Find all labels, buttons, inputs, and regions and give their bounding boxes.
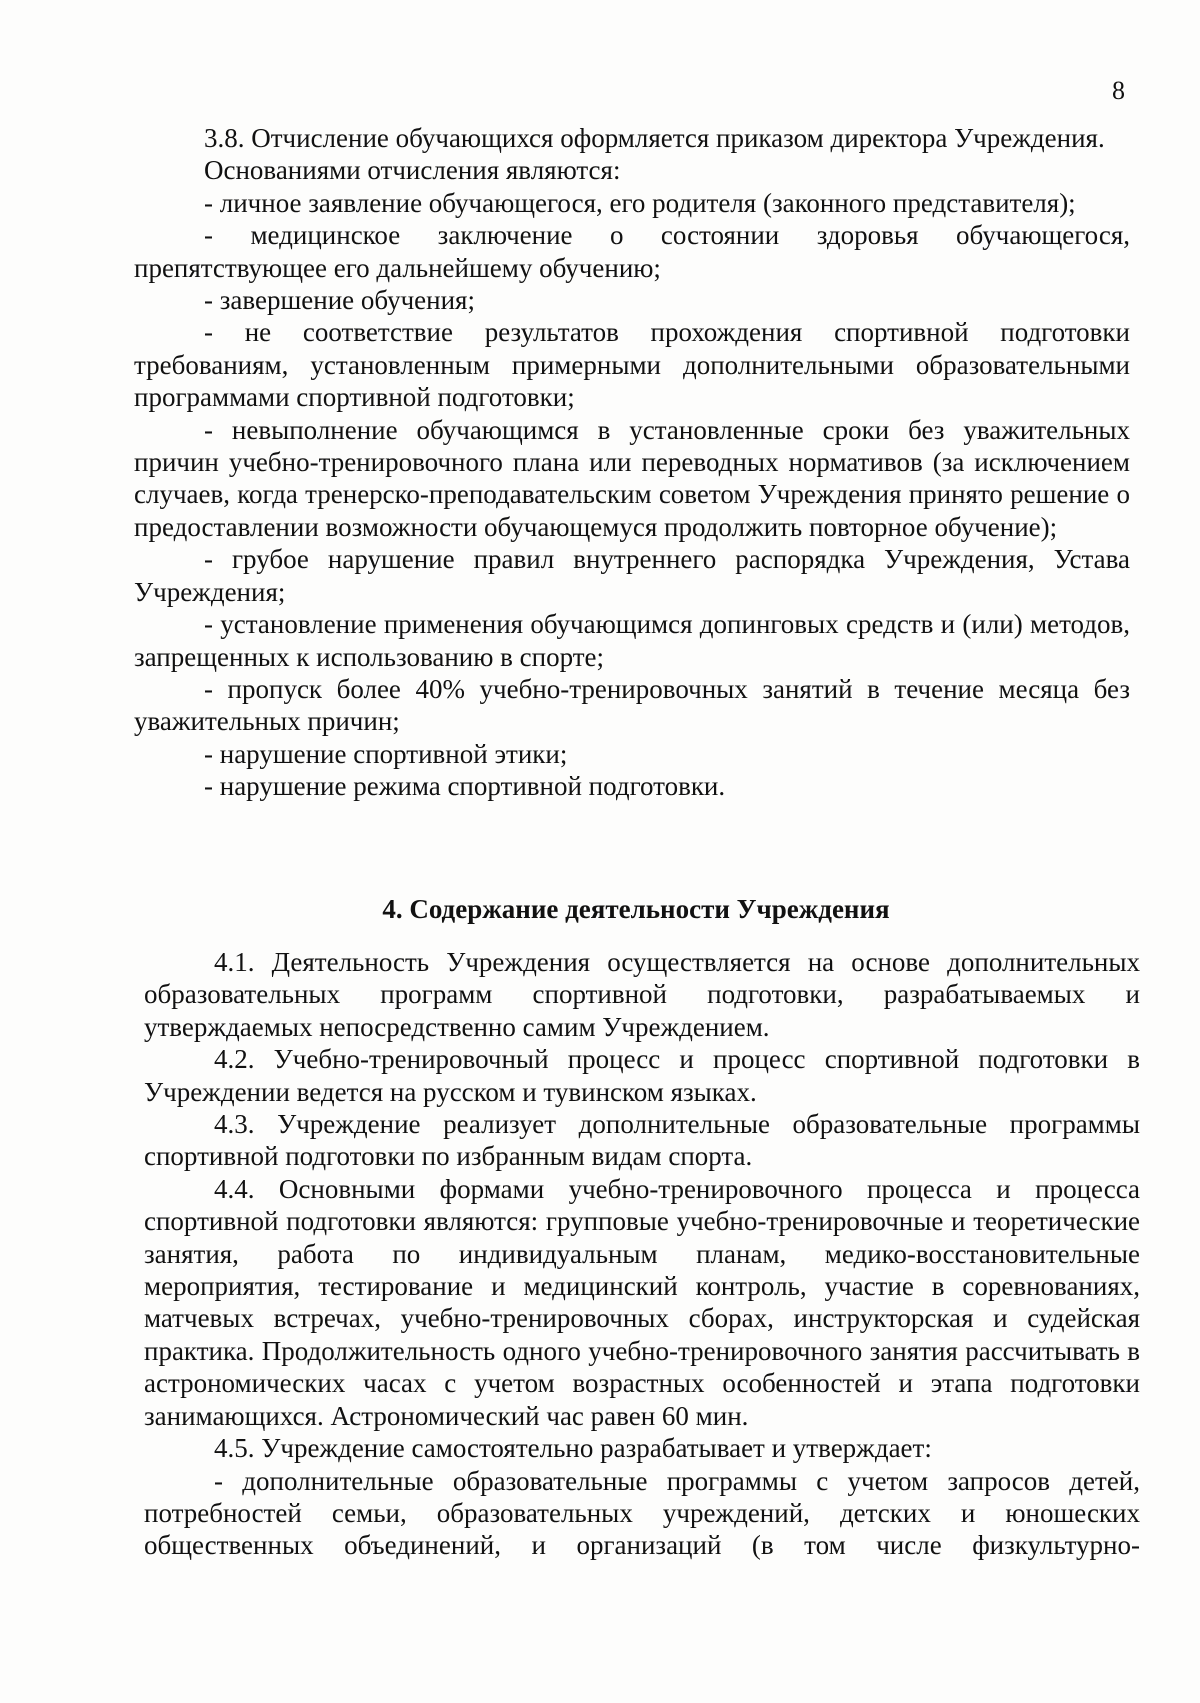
list-item-medical-conclusion: - медицинское заключение о состоянии здоровья обучающегося, препятствующее его дальнейшему обучению; [134,220,1130,283]
paragraph-4-3: 4.3. Учреждение реализует дополнительные образовательные программы спортивной подготовки по избранным видам спорта. [144,1109,1140,1172]
section-4-heading: 4. Содержание деятельности Учреждения [382,894,890,924]
list-item-nonconformity: - не соответствие результатов прохождения спортивной подготовки требованиям, установленным примерными дополнительными образовательными программами спортивной подготовки; [134,317,1130,413]
paragraph-3-8: 3.8. Отчисление обучающихся оформляется приказом директора Учреждения. [204,123,1105,153]
list-item-personal-application: - личное заявление обучающегося, его родителя (законного представителя); [204,187,1076,218]
paragraph-4-2: 4.2. Учебно-тренировочный процесс и процесс спортивной подготовки в Учреждении ведется на русском и тувинском языках. [144,1044,1140,1107]
list-item-rules-violation: - грубое нарушение правил внутреннего распорядка Учреждения, Устава Учреждения; [134,544,1130,607]
list-item-plan-failure: - невыполнение обучающимся в установленные сроки без уважительных причин учебно-тренировочного плана или переводных нормативов (за исключением случаев, когда тренерско-преподавательским советом Учреждения принято решение о предоставлении возможности обучающемуся продолжить повторное обучение); [134,414,1130,542]
list-item-regime: - нарушение режима спортивной подготовки. [204,771,726,802]
paragraph-4-1: 4.1. Деятельность Учреждения осуществляется на основе дополнительных образовательных программ спортивной подготовки, разрабатываемых и утверждаемых непосредственно самим Учреждением. [144,947,1140,1042]
paragraph-4-5: 4.5. Учреждение самостоятельно разрабатывает и утверждает: [214,1433,932,1464]
section-3-text [134,122,1130,803]
paragraph-grounds-intro: Основаниями отчисления являются: [204,155,621,186]
paragraph-4-4: 4.4. Основными формами учебно-тренировочного процесса и процесса спортивной подготовки являются: групповые учебно-тренировочные и теоретические занятия, работа по индивидуальным планам, медико-восстановительные мероприятия, тестирование и медицинский контроль, участие в соревнованиях, матчевых встречах, учебно-тренировочных сборах, инструкторская и судейская практика. Продолжительность одного учебно-тренировочного занятия рассчитывать в астрономических часах с учетом возрастных особенностей и этапа подготовки занимающихся. Астрономический час равен 60 мин. [144,1173,1140,1431]
list-item-programs: - дополнительные образовательные программы с учетом запросов детей, потребностей семьи, образовательных учреждений, детских и юношеских общественных объединений, и организаций (в том числе физкультурно- [144,1465,1140,1561]
list-item-absence: - пропуск более 40% учебно-тренировочных занятий в течение месяца без уважительных причин; [134,673,1130,737]
section-4-text [144,946,1140,1562]
page-number: 8 [1112,76,1125,105]
list-item-ethics: - нарушение спортивной этики; [204,738,568,769]
list-item-completion: - завершение обучения; [204,285,475,316]
list-item-doping: - установление применения обучающимся допинговых средств и (или) методов, запрещенных к использованию в спорте; [134,609,1130,672]
